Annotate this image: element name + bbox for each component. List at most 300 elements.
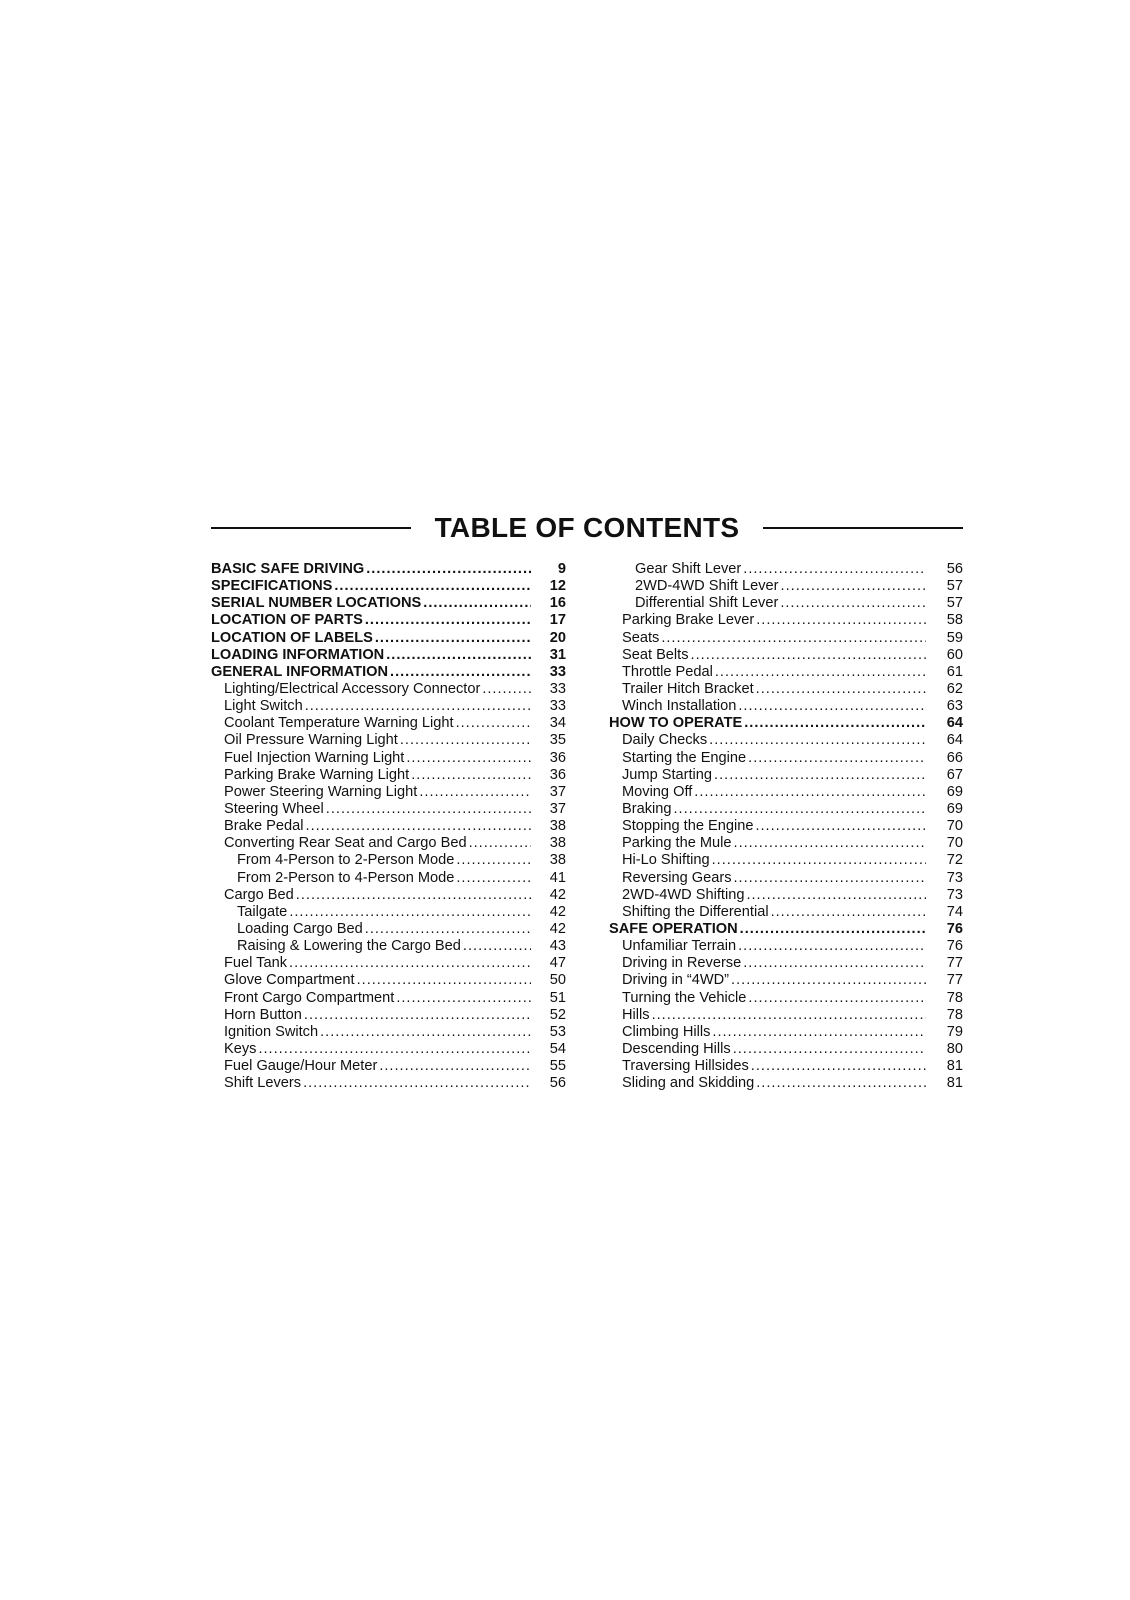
toc-entry-page: 38 — [549, 835, 566, 852]
toc-entry-page: 34 — [549, 715, 566, 732]
toc-entry[interactable] — [211, 972, 566, 989]
toc-entry-line — [237, 921, 531, 938]
toc-entry-page: 76 — [946, 920, 963, 937]
toc-entry-label: GENERAL INFORMATION — [211, 663, 389, 680]
toc-dot-leader — [751, 1058, 926, 1075]
toc-dot-leader — [709, 732, 926, 749]
toc-dot-leader — [652, 1007, 926, 1024]
toc-entry[interactable] — [609, 612, 963, 629]
toc-entry-line — [622, 1075, 926, 1092]
toc-entry[interactable] — [211, 852, 566, 869]
toc-entry-label: Fuel Injection Warning Light — [224, 749, 405, 766]
toc-entry[interactable] — [211, 1007, 566, 1024]
toc-entry[interactable] — [211, 750, 566, 767]
toc-entry[interactable] — [211, 1024, 566, 1041]
toc-entry-label: Descending Hills — [622, 1040, 731, 1057]
toc-entry-label: SPECIFICATIONS — [211, 578, 333, 595]
toc-entry-label: Sliding and Skidding — [622, 1075, 755, 1092]
toc-entry-label: Hi-Lo Shifting — [622, 852, 710, 869]
toc-entry-line — [622, 904, 926, 921]
toc-entry-line — [224, 818, 531, 835]
toc-entry-label: Seats — [622, 629, 660, 646]
toc-entry[interactable] — [211, 921, 566, 938]
toc-entry-line — [622, 664, 926, 681]
toc-entry[interactable] — [211, 715, 566, 732]
toc-entry[interactable] — [609, 818, 963, 835]
toc-entry-line — [622, 681, 926, 698]
toc-entry-line — [224, 972, 531, 989]
toc-entry-label: Braking — [622, 800, 672, 817]
toc-entry[interactable] — [609, 595, 963, 612]
toc-entry-page: 9 — [557, 561, 566, 577]
toc-entry[interactable] — [609, 767, 963, 784]
toc-entry-page: 33 — [549, 680, 566, 697]
toc-entry-label: Differential Shift Lever — [635, 595, 779, 612]
toc-entry-line — [224, 1075, 531, 1092]
toc-column-left — [211, 561, 566, 1092]
toc-entry[interactable] — [211, 955, 566, 972]
toc-dot-leader — [366, 561, 531, 578]
toc-entry-page: 64 — [946, 732, 963, 749]
toc-entry-page: 12 — [549, 578, 566, 595]
toc-entry-label: 2WD-4WD Shifting — [622, 886, 745, 903]
toc-entry-line — [622, 972, 926, 989]
toc-entry-label: SAFE OPERATION — [609, 920, 738, 937]
toc-entry-page: 73 — [946, 886, 963, 903]
toc-entry[interactable] — [609, 561, 963, 578]
toc-entry-label: Light Switch — [224, 698, 303, 715]
toc-entry-page: 36 — [549, 749, 566, 766]
toc-entry-label: Lighting/Electrical Accessory Connector — [224, 680, 481, 697]
toc-entry-label: Loading Cargo Bed — [237, 920, 363, 937]
toc-entry-label: Starting the Engine — [622, 749, 747, 766]
toc-entry-label: Ignition Switch — [224, 1023, 319, 1040]
toc-entry[interactable] — [609, 852, 963, 869]
toc-entry[interactable] — [211, 990, 566, 1007]
toc-entry-line — [224, 750, 531, 767]
toc-dot-leader — [303, 1075, 531, 1092]
toc-entry[interactable] — [609, 664, 963, 681]
toc-entry-line — [622, 801, 926, 818]
toc-entry-page: 55 — [549, 1058, 566, 1075]
toc-entry-label: SERIAL NUMBER LOCATIONS — [211, 595, 422, 612]
toc-entry-label: Fuel Gauge/Hour Meter — [224, 1058, 378, 1075]
toc-entry-line — [622, 767, 926, 784]
toc-dot-leader — [780, 595, 926, 612]
toc-entry[interactable] — [211, 561, 566, 578]
toc-entry[interactable] — [211, 767, 566, 784]
toc-entry-line — [622, 990, 926, 1007]
toc-dot-leader — [334, 578, 531, 595]
toc-entry-label: Steering Wheel — [224, 800, 324, 817]
toc-entry-page: 62 — [946, 680, 963, 697]
toc-entry-page: 47 — [549, 955, 566, 972]
toc-entry-label: Fuel Tank — [224, 955, 288, 972]
toc-entry-label: Keys — [224, 1040, 257, 1057]
toc-entry-label: LOADING INFORMATION — [211, 646, 385, 663]
toc-entry[interactable] — [609, 784, 963, 801]
toc-entry-line — [622, 1024, 926, 1041]
toc-entry-line — [224, 1024, 531, 1041]
toc-entry-line — [237, 852, 531, 869]
toc-entry[interactable] — [609, 955, 963, 972]
toc-entry-page: 73 — [946, 869, 963, 886]
toc-dot-leader — [419, 784, 531, 801]
toc-entry-label: Parking the Mule — [622, 835, 732, 852]
toc-entry-page: 76 — [946, 938, 963, 955]
toc-entry[interactable] — [609, 938, 963, 955]
toc-entry-line — [224, 1041, 531, 1058]
toc-entry-page: 16 — [549, 595, 566, 612]
toc-entry-label: Coolant Temperature Warning Light — [224, 715, 454, 732]
toc-entry-page: 52 — [549, 1006, 566, 1023]
toc-entry[interactable] — [609, 921, 963, 938]
toc-entry[interactable] — [211, 630, 566, 647]
toc-entry-page: 37 — [549, 783, 566, 800]
toc-entry-line — [609, 715, 926, 732]
toc-entry-page: 38 — [549, 818, 566, 835]
toc-entry-line — [622, 887, 926, 904]
toc-entry[interactable] — [211, 612, 566, 629]
toc-dot-leader — [743, 561, 926, 578]
toc-entry-page: 69 — [946, 783, 963, 800]
toc-entry-line — [635, 578, 926, 595]
toc-entry-line — [622, 647, 926, 664]
toc-dot-leader — [734, 835, 926, 852]
toc-dot-leader — [731, 972, 926, 989]
toc-entry-label: Power Steering Warning Light — [224, 783, 418, 800]
toc-entry-page: 64 — [946, 715, 963, 732]
toc-entry-page: 61 — [946, 663, 963, 680]
page-title: TABLE OF CONTENTS — [434, 512, 740, 543]
toc-dot-leader — [469, 835, 531, 852]
toc-entry[interactable] — [211, 818, 566, 835]
toc-dot-leader — [756, 612, 926, 629]
toc-entry-line — [224, 784, 531, 801]
toc-entry-line — [211, 578, 531, 595]
toc-entry[interactable] — [609, 870, 963, 887]
toc-entry-label: Glove Compartment — [224, 972, 355, 989]
toc-entry-page: 78 — [946, 1006, 963, 1023]
toc-entry-page: 70 — [946, 818, 963, 835]
title-row — [211, 506, 963, 550]
toc-entry-page: 17 — [549, 612, 566, 629]
toc-entry-page: 77 — [946, 955, 963, 972]
toc-entry-page: 79 — [946, 1023, 963, 1040]
toc-entry-page: 41 — [549, 869, 566, 886]
toc-entry-label: BASIC SAFE DRIVING — [211, 561, 365, 577]
toc-dot-leader — [691, 647, 926, 664]
toc-entry-label: Parking Brake Warning Light — [224, 766, 410, 783]
toc-entry-label: LOCATION OF PARTS — [211, 612, 363, 629]
toc-entry-line — [622, 955, 926, 972]
toc-entry-page: 59 — [946, 629, 963, 646]
toc-entry-page: 31 — [549, 646, 566, 663]
toc-dot-leader — [456, 852, 531, 869]
toc-entry-page: 66 — [946, 749, 963, 766]
toc-entry-label: Moving Off — [622, 783, 693, 800]
toc-entry-label: Horn Button — [224, 1006, 302, 1023]
toc-entry-line — [224, 955, 531, 972]
toc-entry-page: 81 — [946, 1058, 963, 1075]
toc-entry-label: Shift Levers — [224, 1075, 302, 1092]
toc-dot-leader — [756, 681, 926, 698]
toc-entry-line — [224, 887, 531, 904]
toc-entry[interactable] — [609, 972, 963, 989]
title-rule-left — [211, 527, 411, 529]
toc-entry-page: 57 — [946, 578, 963, 595]
toc-entry[interactable] — [211, 784, 566, 801]
toc-dot-leader — [296, 887, 531, 904]
toc-entry-label: Parking Brake Lever — [622, 612, 755, 629]
toc-entry-label: Hills — [622, 1006, 650, 1023]
toc-entry[interactable] — [609, 1075, 963, 1092]
toc-entry-line — [224, 990, 531, 1007]
toc-entry[interactable] — [609, 990, 963, 1007]
toc-dot-leader — [456, 715, 531, 732]
toc-entry-line — [224, 801, 531, 818]
toc-entry-label: Oil Pressure Warning Light — [224, 732, 398, 749]
toc-entry-line — [211, 647, 531, 664]
toc-entry-page: 20 — [549, 629, 566, 646]
toc-dot-leader — [734, 870, 927, 887]
toc-entry[interactable] — [211, 1075, 566, 1092]
toc-entry-line — [609, 921, 926, 938]
toc-dot-leader — [756, 1075, 926, 1092]
toc-entry[interactable] — [211, 732, 566, 749]
toc-dot-leader — [386, 647, 531, 664]
toc-entry[interactable] — [211, 801, 566, 818]
toc-entry-line — [622, 612, 926, 629]
toc-entry[interactable] — [211, 698, 566, 715]
toc-entry-label: Gear Shift Lever — [635, 561, 742, 577]
toc-entry-line — [224, 681, 531, 698]
toc-entry-line — [622, 818, 926, 835]
toc-dot-leader — [694, 784, 926, 801]
toc-entry-page: 42 — [549, 886, 566, 903]
toc-entry-label: Seat Belts — [622, 646, 689, 663]
toc-entry-label: Stopping the Engine — [622, 818, 754, 835]
toc-entry[interactable] — [609, 681, 963, 698]
toc-dot-leader — [738, 698, 926, 715]
toc-entry-line — [224, 1007, 531, 1024]
toc-entry-label: Unfamiliar Terrain — [622, 938, 737, 955]
toc-entry-page: 53 — [549, 1023, 566, 1040]
toc-entry-page: 56 — [946, 561, 963, 577]
toc-column-right — [609, 561, 963, 1092]
toc-dot-leader — [390, 664, 531, 681]
toc-dot-leader — [482, 681, 531, 698]
toc-dot-leader — [305, 698, 531, 715]
toc-entry-label: Raising & Lowering the Cargo Bed — [237, 938, 461, 955]
toc-entry[interactable] — [609, 1024, 963, 1041]
toc-entry-label: Traversing Hillsides — [622, 1058, 749, 1075]
toc-dot-leader — [365, 921, 531, 938]
toc-entry[interactable] — [609, 578, 963, 595]
toc-entry-page: 57 — [946, 595, 963, 612]
toc-dot-leader — [423, 595, 531, 612]
toc-entry-label: Brake Pedal — [224, 818, 304, 835]
toc-entry[interactable] — [211, 938, 566, 955]
toc-entry-page: 63 — [946, 698, 963, 715]
toc-entry[interactable] — [211, 904, 566, 921]
toc-entry-line — [635, 595, 926, 612]
toc-entry-line — [224, 715, 531, 732]
toc-entry-page: 67 — [946, 766, 963, 783]
toc-dot-leader — [748, 750, 926, 767]
toc-entry-label: Cargo Bed — [224, 886, 294, 903]
toc-entry[interactable] — [211, 578, 566, 595]
toc-entry-label: Throttle Pedal — [622, 663, 713, 680]
toc-entry-line — [224, 767, 531, 784]
toc-entry-line — [237, 904, 531, 921]
toc-entry-page: 78 — [946, 989, 963, 1006]
toc-entry[interactable] — [609, 801, 963, 818]
toc-entry-line — [622, 784, 926, 801]
toc-entry-line — [622, 750, 926, 767]
toc-dot-leader — [396, 990, 531, 1007]
toc-entry-line — [211, 595, 531, 612]
toc-entry-line — [622, 835, 926, 852]
toc-entry[interactable] — [609, 750, 963, 767]
toc-entry-page: 70 — [946, 835, 963, 852]
toc-entry[interactable] — [609, 1007, 963, 1024]
toc-entry[interactable] — [609, 887, 963, 904]
toc-dot-leader — [740, 921, 926, 938]
toc-entry-page: 60 — [946, 646, 963, 663]
toc-entry-page: 58 — [946, 612, 963, 629]
toc-dot-leader — [746, 887, 926, 904]
toc-entry[interactable] — [609, 904, 963, 921]
toc-entry-label: Converting Rear Seat and Cargo Bed — [224, 835, 467, 852]
toc-dot-leader — [712, 852, 926, 869]
toc-entry-line — [622, 852, 926, 869]
toc-entry[interactable] — [609, 647, 963, 664]
toc-entry[interactable] — [609, 698, 963, 715]
toc-entry-page: 36 — [549, 766, 566, 783]
toc-entry-line — [211, 612, 531, 629]
toc-entry-label: Driving in Reverse — [622, 955, 742, 972]
toc-dot-leader — [320, 1024, 531, 1041]
toc-dot-leader — [289, 904, 531, 921]
toc-entry-line — [622, 938, 926, 955]
toc-entry-page: 72 — [946, 852, 963, 869]
toc-entry-page: 69 — [946, 800, 963, 817]
toc-entry-line — [622, 1041, 926, 1058]
toc-entry-line — [211, 561, 531, 578]
toc-entry-line — [237, 870, 531, 887]
toc-dot-leader — [738, 938, 926, 955]
toc-entry-line — [224, 835, 531, 852]
toc-entry-line — [622, 1007, 926, 1024]
toc-entry-page: 74 — [946, 903, 963, 920]
title-rule-right — [763, 527, 963, 529]
toc-dot-leader — [326, 801, 531, 818]
toc-entry-page: 33 — [549, 698, 566, 715]
toc-entry-page: 42 — [549, 920, 566, 937]
toc-dot-leader — [411, 767, 531, 784]
toc-entry[interactable] — [609, 835, 963, 852]
toc-entry[interactable] — [211, 1058, 566, 1075]
toc-entry[interactable] — [211, 887, 566, 904]
toc-dot-leader — [357, 972, 531, 989]
toc-entry-page: 77 — [946, 972, 963, 989]
toc-entry[interactable] — [211, 664, 566, 681]
toc-entry-page: 56 — [549, 1075, 566, 1092]
toc-dot-leader — [289, 955, 531, 972]
toc-entry-page: 51 — [549, 989, 566, 1006]
toc-dot-leader — [771, 904, 926, 921]
toc-dot-leader — [304, 1007, 531, 1024]
toc-entry[interactable] — [609, 630, 963, 647]
toc-dot-leader — [755, 818, 926, 835]
toc-dot-leader — [744, 715, 926, 732]
toc-dot-leader — [733, 1041, 926, 1058]
toc-entry-page: 35 — [549, 732, 566, 749]
toc-entry-page: 50 — [549, 972, 566, 989]
toc-entry-label: 2WD-4WD Shift Lever — [635, 578, 779, 595]
toc-entry-page: 80 — [946, 1040, 963, 1057]
toc-dot-leader — [406, 750, 531, 767]
toc-entry[interactable] — [609, 732, 963, 749]
toc-entry-label: Tailgate — [237, 903, 288, 920]
toc-entry[interactable] — [609, 1058, 963, 1075]
toc-entry-page: 54 — [549, 1040, 566, 1057]
toc-entry-page: 33 — [549, 663, 566, 680]
toc-entry-label: Shifting the Differential — [622, 903, 769, 920]
toc-entry-line — [622, 1058, 926, 1075]
toc-entry[interactable] — [609, 715, 963, 732]
toc-dot-leader — [379, 1058, 531, 1075]
toc-entry-label: Winch Installation — [622, 698, 737, 715]
toc-entry-page: 38 — [549, 852, 566, 869]
toc-entry-line — [635, 561, 926, 578]
toc-entry[interactable] — [211, 1041, 566, 1058]
toc-entry-label: LOCATION OF LABELS — [211, 629, 373, 646]
toc-entry-line — [224, 732, 531, 749]
toc-entry-label: From 4-Person to 2-Person Mode — [237, 852, 455, 869]
toc-dot-leader — [258, 1041, 531, 1058]
toc-entry-line — [622, 698, 926, 715]
toc-entry-line — [237, 938, 531, 955]
toc-entry-label: Trailer Hitch Bracket — [622, 680, 754, 697]
toc-dot-leader — [400, 732, 531, 749]
toc-entry-label: HOW TO OPERATE — [609, 715, 743, 732]
toc-entry[interactable] — [211, 595, 566, 612]
toc-dot-leader — [375, 630, 531, 647]
toc-entry-line — [211, 664, 531, 681]
toc-entry-label: Daily Checks — [622, 732, 708, 749]
toc-entry-line — [622, 870, 926, 887]
toc-entry[interactable] — [211, 647, 566, 664]
toc-entry-page: 43 — [549, 938, 566, 955]
toc-entry-label: Turning the Vehicle — [622, 989, 747, 1006]
toc-entry-line — [211, 630, 531, 647]
toc-entry-label: Front Cargo Compartment — [224, 989, 395, 1006]
toc-dot-leader — [712, 1024, 926, 1041]
toc-entry-line — [622, 732, 926, 749]
toc-dot-leader — [781, 578, 926, 595]
toc-entry[interactable] — [609, 1041, 963, 1058]
toc-entry[interactable] — [211, 870, 566, 887]
toc-entry-label: Reversing Gears — [622, 869, 732, 886]
toc-entry-label: From 2-Person to 4-Person Mode — [237, 869, 455, 886]
toc-dot-leader — [673, 801, 926, 818]
toc-entry-label: Climbing Hills — [622, 1023, 711, 1040]
toc-entry[interactable] — [211, 681, 566, 698]
toc-entry[interactable] — [211, 835, 566, 852]
toc-dot-leader — [365, 612, 531, 629]
